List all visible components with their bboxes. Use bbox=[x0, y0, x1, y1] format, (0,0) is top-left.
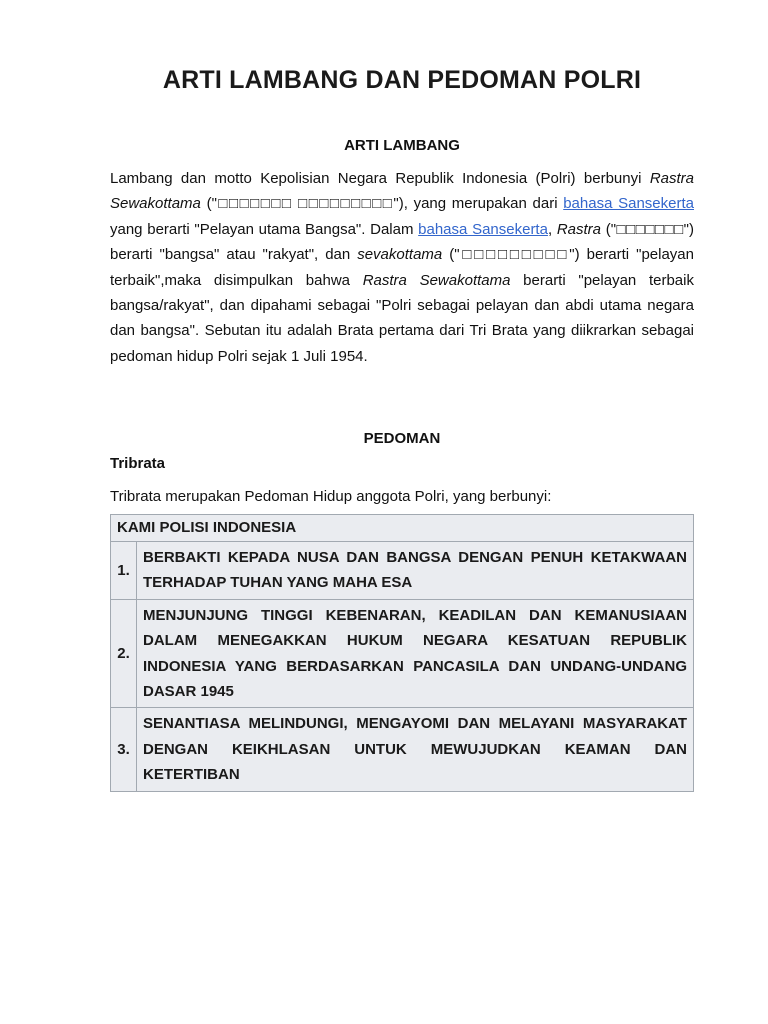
table-row bbox=[111, 708, 694, 791]
row-text: MENJUNJUNG TINGGI KEBENARAN, KEADILAN DAN KEMANUSIAAN DALAM MENEGAKKAN HUKUM NEGARA KESATUAN REPUBLIK INDONESIA YANG BERDASARKAN PANCASILA DAN UNDANG-UNDANG DASAR 1945 bbox=[137, 599, 694, 708]
row-text: SENANTIASA MELINDUNGI, MENGAYOMI DAN MELAYANI MASYARAKAT DENGAN KEIKHLASAN UNTUK MEWUJUDKAN KEAMAN DAN KETERTIBAN bbox=[137, 708, 694, 791]
row-text: BERBAKTI KEPADA NUSA DAN BANGSA DENGAN PENUH KETAKWAAN TERHADAP TUHAN YANG MAHA ESA bbox=[137, 542, 694, 600]
arti-lambang-paragraph bbox=[110, 166, 694, 369]
table-header: KAMI POLISI INDONESIA bbox=[111, 515, 694, 542]
tribrata-intro: Tribrata merupakan Pedoman Hidup anggota Polri, yang berbunyi: bbox=[110, 488, 552, 505]
table-row bbox=[111, 542, 694, 600]
paragraph-text: ("□□□□□□□") berarti "bangsa" atau "rakyat", dan bbox=[110, 220, 694, 264]
paragraph-text: Lambang dan motto Kepolisian Negara Republik Indonesia (Polri) berbunyi bbox=[110, 170, 650, 187]
table-header-row bbox=[111, 515, 694, 542]
tribrata-table bbox=[110, 514, 694, 792]
row-number: 3. bbox=[111, 708, 137, 791]
paragraph-text: ("□□□□□□□ □□□□□□□□□"), yang merupakan dari bbox=[200, 195, 564, 213]
paragraph-text: ("□□□□□□□□□") berarti "pelayan terbaik",maka disimpulkan bahwa bbox=[110, 246, 694, 289]
section-heading-pedoman: PEDOMAN bbox=[363, 430, 441, 447]
section-heading-arti-lambang: ARTI LAMBANG bbox=[344, 137, 460, 154]
term-rastra: Rastra bbox=[556, 220, 602, 238]
document-title: ARTI LAMBANG DAN PEDOMAN POLRI bbox=[162, 66, 642, 94]
subheading-tribrata: Tribrata bbox=[110, 455, 166, 472]
paragraph-text: yang berarti "Pelayan utama Bangsa". Dalam bbox=[110, 220, 419, 238]
row-number: 2. bbox=[111, 599, 137, 708]
term-sevakottama: sevakottama bbox=[357, 246, 443, 264]
link-bahasa-sansekerta[interactable]: bahasa Sansekerta bbox=[418, 220, 548, 238]
link-bahasa-sansekerta[interactable]: bahasa Sansekerta bbox=[563, 195, 694, 213]
term-rastra-sewakottama: Rastra Sewakottama bbox=[110, 170, 694, 213]
paragraph-text: , bbox=[547, 220, 557, 238]
table-row bbox=[111, 599, 694, 708]
paragraph-text: berarti "pelayan terbaik bangsa/rakyat", dan dipahami sebagai "Polri sebagai pelayan dan abdi utama negara dan bangsa". Sebutan itu adalah Brata pertama dari Tri Brata yang diikrarkan sebagai pedoman hidup Polri sejak 1 Juli 1954. bbox=[110, 271, 694, 365]
term-rastra-sewakottama: Rastra Sewakottama bbox=[362, 271, 511, 289]
row-number: 1. bbox=[111, 542, 137, 600]
